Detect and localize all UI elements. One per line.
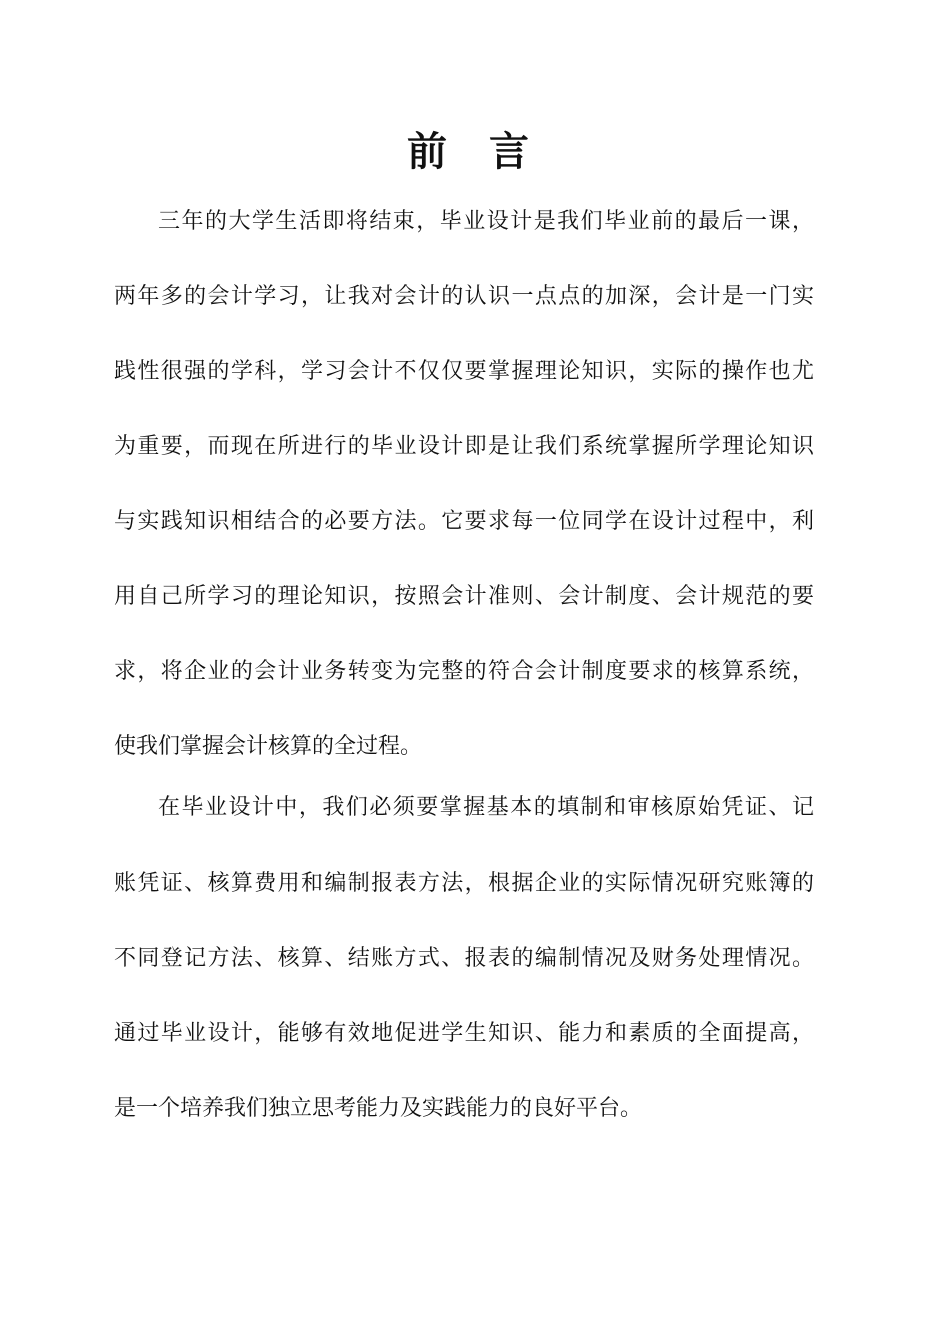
paragraph-2-line-2: 账凭证、核算费用和编制报表方法，根据企业的实际情况研究账簿的 [114, 871, 814, 896]
paragraph-1-line-1: 三年的大学生活即将结束，毕业设计是我们毕业前的最后一课， [158, 209, 814, 234]
paragraph-1-line-2: 两年多的会计学习，让我对会计的认识一点点的加深，会计是一门实 [114, 284, 814, 309]
paragraph-2-line-3: 不同登记方法、核算、结账方式、报表的编制情况及财务处理情况。 [114, 946, 814, 971]
paragraph-2-line-4: 通过毕业设计，能够有效地促进学生知识、能力和素质的全面提高， [114, 1021, 814, 1046]
paragraph-2-line-1: 在毕业设计中，我们必须要掌握基本的填制和审核原始凭证、记 [158, 795, 814, 820]
paragraph-1-line-3: 践性很强的学科，学习会计不仅仅要掌握理论知识，实际的操作也尤 [114, 359, 814, 384]
paragraph-1-line-7: 求，将企业的会计业务转变为完整的符合会计制度要求的核算系统， [114, 659, 814, 684]
paragraph-1-line-8: 使我们掌握会计核算的全过程。 [114, 734, 423, 759]
paragraph-1-line-6: 用自己所学习的理论知识，按照会计准则、会计制度、会计规范的要 [114, 584, 814, 609]
paragraph-1-line-4: 为重要，而现在所进行的毕业设计即是让我们系统掌握所学理论知识 [114, 434, 814, 459]
page-title: 前 言 [407, 128, 543, 175]
paragraph-1-line-5: 与实践知识相结合的必要方法。它要求每一位同学在设计过程中，利 [114, 509, 814, 534]
paragraph-2-line-5: 是一个培养我们独立思考能力及实践能力的良好平台。 [114, 1096, 643, 1121]
